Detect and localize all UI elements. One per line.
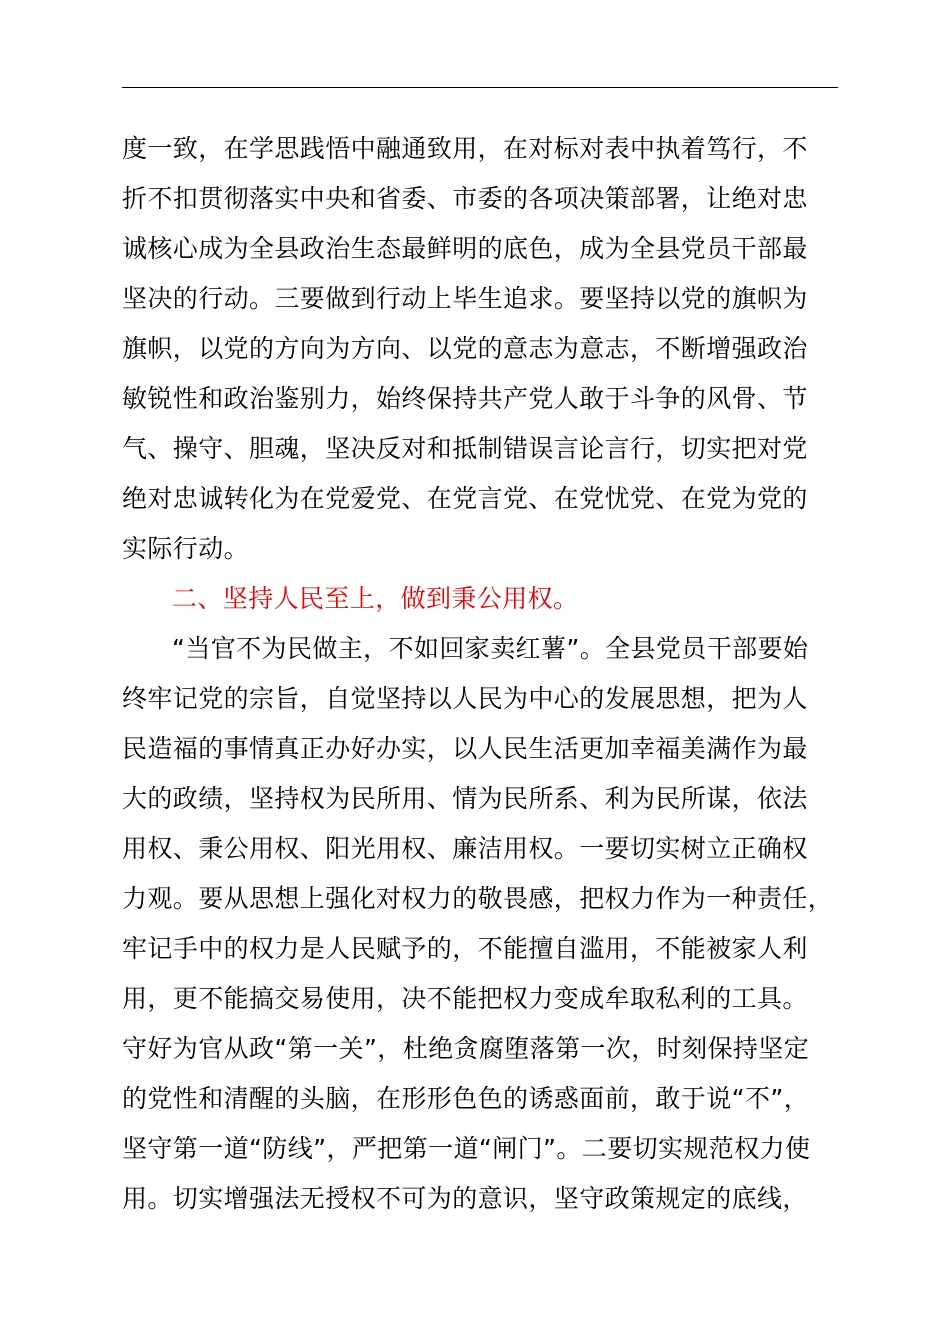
text-line: 用权、秉公用权、阳光用权、廉洁用权。一要切实树立正确权 bbox=[122, 834, 808, 863]
text-line: 折不扣贯彻落实中央和省委、市委的各项决策部署，让绝对忠 bbox=[122, 184, 808, 213]
text-line: 诚核心成为全县政治生态最鲜明的底色，成为全县党员干部最 bbox=[122, 234, 808, 263]
text-line: 用，更不能搞交易使用，决不能把权力变成牟取私利的工具。 bbox=[122, 984, 808, 1013]
text-line: 牢记手中的权力是人民赋予的，不能擅自滥用，不能被家人利 bbox=[122, 934, 808, 963]
text-line: 坚守第一道“防线”，严把第一道“闸门”。二要切实规范权力使 bbox=[122, 1134, 811, 1163]
text-line: 民造福的事情真正办好办实，以人民生活更加幸福美满作为最 bbox=[122, 734, 808, 763]
text-line: 用。切实增强法无授权不可为的意识，坚守政策规定的底线， bbox=[122, 1184, 808, 1213]
text-line: 度一致，在学思践悟中融通致用，在对标对表中执着笃行，不 bbox=[122, 134, 808, 163]
text-line: 力观。要从思想上强化对权力的敬畏感，把权力作为一种责任， bbox=[122, 884, 834, 913]
text-line: 守好为官从政“第一关”，杜绝贪腐堕落第一次，时刻保持坚定 bbox=[122, 1034, 810, 1063]
text-line: 的党性和清醒的头脑，在形形色色的诱惑面前，敢于说“不”， bbox=[122, 1084, 810, 1113]
text-line: 绝对忠诚转化为在党爱党、在党言党、在党忧党、在党为党的 bbox=[122, 484, 808, 513]
text-line: 气、操守、胆魂，坚决反对和抵制错误言论言行，切实把对党 bbox=[122, 434, 808, 463]
header-rule bbox=[122, 87, 838, 88]
text-line: 大的政绩，坚持权为民所用、情为民所系、利为民所谋，依法 bbox=[122, 784, 808, 813]
paragraph-first-line: “当官不为民做主，不如回家卖红薯”。全县党员干部要始 bbox=[172, 634, 809, 663]
text-line: 坚决的行动。三要做到行动上毕生追求。要坚持以党的旗帜为 bbox=[122, 284, 808, 313]
text-line: 旗帜，以党的方向为方向、以党的意志为意志，不断增强政治 bbox=[122, 334, 808, 363]
document-body bbox=[122, 124, 862, 1224]
text-line: 终牢记党的宗旨，自觉坚持以人民为中心的发展思想，把为人 bbox=[122, 684, 808, 713]
text-line: 敏锐性和政治鉴别力，始终保持共产党人敢于斗争的风骨、节 bbox=[122, 384, 808, 413]
section-heading: 二、坚持人民至上，做到秉公用权。 bbox=[172, 584, 579, 613]
text-line: 实际行动。 bbox=[122, 534, 250, 563]
